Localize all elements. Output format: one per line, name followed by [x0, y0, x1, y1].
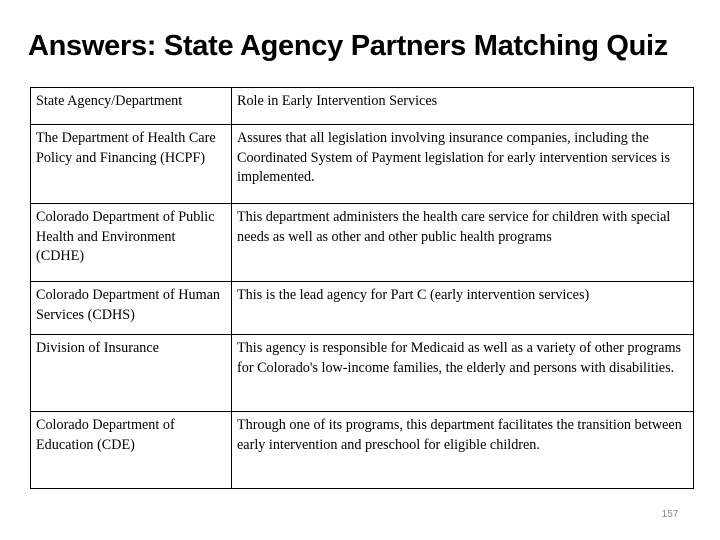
- role-cell: Assures that all legislation involving insurance companies, including the Coordinated System of Payment legislation for early intervention services is implemented.: [232, 125, 694, 204]
- role-cell: This agency is responsible for Medicaid as well as a variety of other programs for Colorado's low-income families, the elderly and persons with disabilities.: [232, 335, 694, 412]
- table-row: [31, 125, 694, 204]
- slide-title: Answers: State Agency Partners Matching Quiz: [28, 30, 668, 62]
- role-cell: This is the lead agency for Part C (early intervention services): [232, 282, 694, 335]
- role-cell: Through one of its programs, this department facilitates the transition between early intervention and preschool for eligible children.: [232, 412, 694, 489]
- agency-cell: Colorado Department of Public Health and Environment (CDHE): [31, 204, 232, 282]
- table-row: [31, 412, 694, 489]
- agency-cell: Division of Insurance: [31, 335, 232, 412]
- agency-cell: Colorado Department of Education (CDE): [31, 412, 232, 489]
- page-number: 157: [661, 509, 679, 520]
- column-header-agency: State Agency/Department: [31, 88, 232, 125]
- role-cell: This department administers the health care service for children with special needs as well as other and other public health programs: [232, 204, 694, 282]
- agency-role-table: [30, 87, 694, 489]
- column-header-role: Role in Early Intervention Services: [232, 88, 694, 125]
- table-header-row: [31, 88, 694, 125]
- table-row: [31, 335, 694, 412]
- table-row: [31, 204, 694, 282]
- agency-cell: Colorado Department of Human Services (CDHS): [31, 282, 232, 335]
- table-row: [31, 282, 694, 335]
- agency-cell: The Department of Health Care Policy and Financing (HCPF): [31, 125, 232, 204]
